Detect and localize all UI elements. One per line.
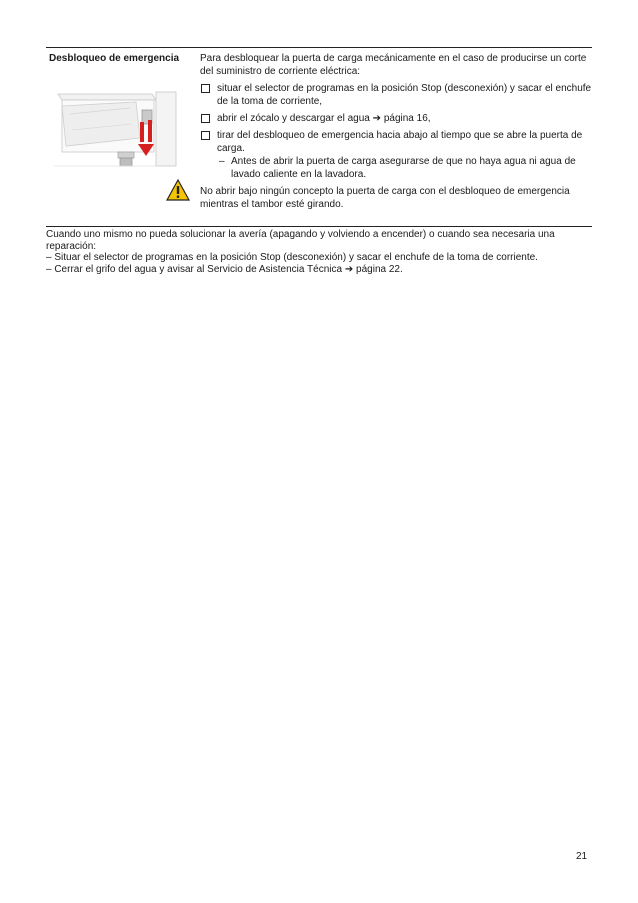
warning-note: [200, 185, 592, 211]
step-1: [200, 82, 592, 108]
arrow-right-icon: ➔: [344, 263, 354, 275]
footer-line-3-text: – Cerrar el grifo del agua y avisar al Servicio de Asistencia Técnica: [46, 263, 343, 275]
emergency-release-illustration: [52, 90, 178, 172]
checkbox-icon: [201, 131, 210, 140]
intro-text: Para desbloquear la puerta de carga mecánicamente en el caso de producirse un corte del suministro de corriente eléctrica:: [200, 53, 587, 77]
step-text: tirar del desbloqueo de emergencia hacia abajo al tiempo que se abre la puerta de carga.: [217, 130, 583, 154]
page-reference: página 16,: [383, 113, 431, 124]
top-rule: [46, 47, 592, 48]
arrow-right-icon: ➔: [372, 113, 382, 124]
footer-line-2: – Situar el selector de programas en la posición Stop (desconexión) y sacar el enchufe de la toma de corriente.: [46, 252, 538, 264]
footer-block: [46, 229, 594, 275]
page-reference: página 22.: [356, 263, 403, 275]
checkbox-icon: [201, 84, 210, 93]
footer-line-1: Cuando uno mismo no pueda solucionar la avería (apagando y volviendo a encender) o cuando sea necesaria una reparación:: [46, 229, 555, 252]
step-2: [200, 112, 592, 125]
footer-line-3: [46, 264, 594, 276]
step-text: situar el selector de programas en la posición Stop (desconexión) y sacar el enchufe de la toma de corriente,: [217, 83, 592, 107]
content-column: [200, 52, 592, 211]
substep: [217, 155, 592, 181]
warning-triangle-icon: [166, 179, 190, 201]
warning-text: No abrir bajo ningún concepto la puerta de carga con el desbloqueo de emergencia mientras el tambor esté girando.: [200, 186, 570, 210]
step-3: [200, 129, 592, 181]
dash-bullet: –: [219, 156, 225, 167]
page-number: 21: [576, 851, 588, 862]
section-label: Desbloqueo de emergencia: [49, 53, 180, 64]
substep-text: Antes de abrir la puerta de carga asegurarse de que no haya agua ni agua de lavado caliente en la lavadora.: [231, 156, 576, 180]
step-text: abrir el zócalo y descargar el agua: [217, 113, 370, 124]
checkbox-icon: [201, 114, 210, 123]
bottom-rule: [46, 226, 592, 227]
